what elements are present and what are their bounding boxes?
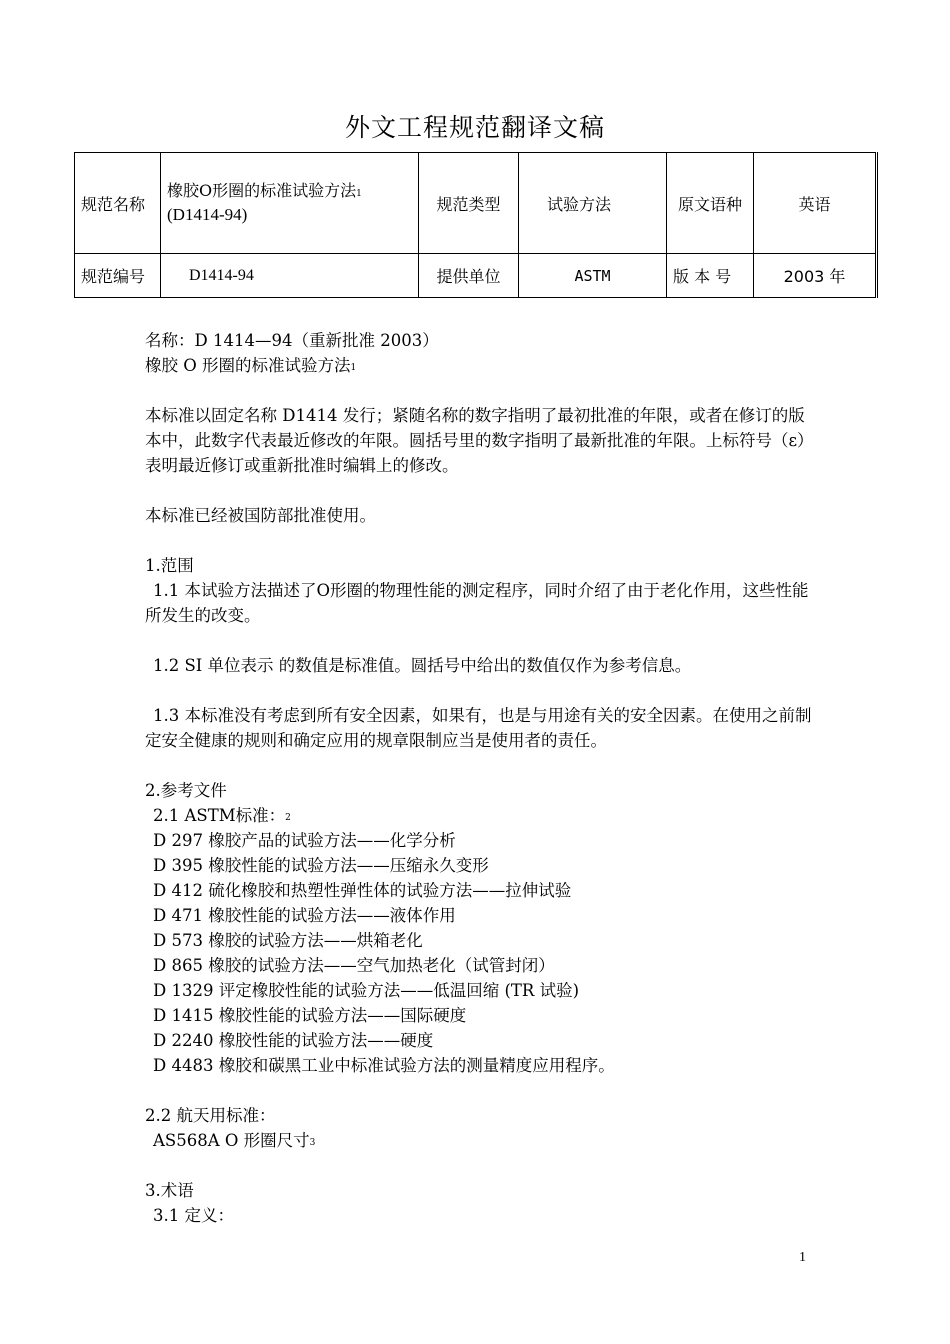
original-language-value: 英语 — [754, 153, 877, 254]
clause-2-2: 2.2 航天用标准： — [145, 1106, 276, 1125]
spec-info-row-1 — [75, 153, 877, 254]
defense-approval: 本标准已经被国防部批准使用。 — [145, 506, 376, 525]
standard-title-text: 橡胶 O 形圈的标准试验方法 — [145, 356, 351, 375]
spec-name-line1: 橡胶O形圈的标准试验方法 — [167, 181, 357, 200]
standard-title — [145, 353, 815, 378]
standard-title-footnote: 1 — [350, 363, 357, 373]
reference-item: D 297 橡胶产品的试验方法——化学分析 — [153, 831, 456, 850]
label-version: 版 本 号 — [667, 254, 754, 298]
label-spec-type: 规范类型 — [419, 153, 519, 254]
spec-code-value: D1414-94 — [161, 254, 419, 298]
clause-1-2: 1.2 SI 单位表示 的数值是标准值。圆括号中给出的数值仅作为参考信息。 — [153, 656, 692, 675]
as568-footnote: 3 — [309, 1138, 316, 1148]
reference-item: D 2240 橡胶性能的试验方法——硬度 — [153, 1031, 434, 1050]
reference-item: D 1415 橡胶性能的试验方法——国际硬度 — [153, 1006, 467, 1025]
label-spec-code: 规范编号 — [75, 254, 161, 298]
document-title: 外文工程规范翻译文稿 — [344, 113, 605, 142]
reference-item: D 412 硫化橡胶和热塑性弹性体的试验方法——拉伸试验 — [153, 881, 572, 900]
label-original-language: 原文语种 — [667, 153, 754, 254]
reference-item: D 395 橡胶性能的试验方法——压缩永久变形 — [153, 856, 489, 875]
clause-2-1 — [145, 803, 815, 828]
section-1-heading: 1.范围 — [145, 556, 194, 575]
version-value: 2003 年 — [754, 254, 877, 298]
reference-item: D 4483 橡胶和碳黑工业中标准试验方法的测量精度应用程序。 — [153, 1056, 615, 1075]
clause-2-1-text: 2.1 ASTM标准： — [153, 806, 286, 825]
reference-item: D 1329 评定橡胶性能的试验方法——低温回缩 (TR 试验) — [153, 981, 580, 1000]
reference-item: D 865 橡胶的试验方法——空气加热老化（试管封闭） — [153, 956, 555, 975]
reference-list — [145, 828, 815, 1078]
clause-3-1: 3.1 定义： — [153, 1206, 234, 1225]
reference-item: D 573 橡胶的试验方法——烘箱老化 — [153, 931, 423, 950]
spec-name-line2: (D1414-94) — [167, 205, 248, 224]
clause-1-1: 1.1 本试验方法描述了O形圈的物理性能的测定程序，同时介绍了由于老化作用，这些性能所发生的改变。 — [145, 581, 809, 625]
document-body — [145, 328, 815, 1228]
spec-info-table — [74, 152, 878, 298]
spec-name-footnote: 1 — [356, 189, 362, 199]
intro-paragraph: 本标准以固定名称 D1414 发行；紧随名称的数字指明了最初批准的年限，或者在修订的版本中，此数字代表最近修改的年限。圆括号里的数字指明了最新批准的年限。上标符号（ε）表明最近修订或重新批准时编辑上的修改。 — [145, 406, 814, 475]
section-3-heading: 3.术语 — [145, 1181, 194, 1200]
label-provider: 提供单位 — [419, 254, 519, 298]
as568-text: AS568A O 形圈尺寸 — [153, 1131, 310, 1150]
as568-reference — [145, 1128, 815, 1153]
spec-info-row-2 — [75, 254, 877, 298]
clause-1-3: 1.3 本标准没有考虑到所有安全因素，如果有，也是与用途有关的安全因素。在使用之前制定安全健康的规则和确定应用的规章限制应当是使用者的责任。 — [145, 706, 812, 750]
spec-type-value: 试验方法 — [519, 153, 667, 254]
designation: 名称：D 1414—94（重新批准 2003） — [145, 331, 439, 350]
label-spec-name: 规范名称 — [75, 153, 161, 254]
spec-name-value — [161, 153, 419, 254]
clause-2-1-footnote: 2 — [285, 813, 291, 823]
section-2-heading: 2.参考文件 — [145, 781, 227, 800]
reference-item: D 471 橡胶性能的试验方法——液体作用 — [153, 906, 456, 925]
page-number: 1 — [799, 1250, 806, 1265]
provider-value: ASTM — [519, 254, 667, 298]
